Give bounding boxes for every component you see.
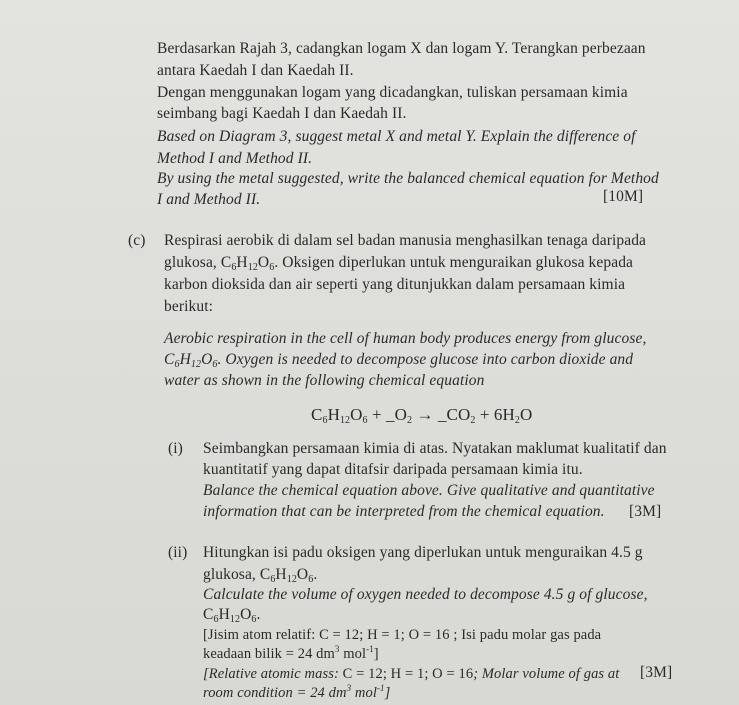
method-en-line-3: By using the metal suggested, write the balanced chemical equation for Method [157,170,659,187]
part-c-ms-line-1: Respirasi aerobik di dalam sel badan manusia menghasilkan tenaga daripada [164,232,647,249]
part-i-ms-line-1: Seimbangkan persamaan kimia di atas. Nyatakan maklumat kualitatif dan [203,440,667,457]
part-i-label: (i) [168,440,183,457]
part-ii-note-en-line-1: [Relative atomic mass: C = 12; H = 1; O = 16; Molar volume of gas at [203,666,620,682]
method-marks: [10M] [603,188,644,205]
method-en-line-2: Method I and Method II. [157,150,313,167]
method-ms-line-3: Dengan menggunakan logam yang dicadangkan, tuliskan persamaan kimia [157,84,628,101]
part-c-ms-line-4: berikut: [164,298,214,315]
part-c-en-line-2: $C_6H_{12}O_6$. Oxygen is needed to decompose glucose into carbon dioxide and [164,351,634,370]
part-i-en-line-2: information that can be interpreted from the chemical equation. [203,503,605,520]
part-c-label: (c) [128,232,146,249]
part-ii-en-line-2: $C_6H_{12}O_6$. [203,606,261,625]
part-i-ms-line-2: kuantitatif yang dapat ditafsir daripada persamaan kimia itu. [203,461,583,478]
part-ii-en-line-1: Calculate the volume of oxygen needed to decompose 4.5 g of glucose, [203,586,648,603]
part-c-en-line-3: water as shown in the following chemical equation [164,372,485,389]
method-en-line-1: Based on Diagram 3, suggest metal X and metal Y. Explain the difference of [157,128,636,145]
part-ii-note-ms-line-1: [Jisim atom relatif: C = 12; H = 1; O = 16 ; Isi padu molar gas pada [203,627,602,643]
part-c-ms-line-3: karbon dioksida dan air seperti yang ditunjukkan dalam persamaan kimia [164,276,626,293]
part-i-en-line-1: Balance the chemical equation above. Give qualitative and quantitative [203,482,655,499]
method-ms-line-4: seimbang bagi Kaedah I dan Kaedah II. [157,105,407,122]
part-c-en-line-1: Aerobic respiration in the cell of human body produces energy from glucose, [164,330,647,347]
chemical-equation: $C_6H_{12}O_6$ + $\_O_2$ → $\_CO_2 + 6H_2O$ [311,405,533,426]
method-ms-line-2: antara Kaedah I dan Kaedah II. [157,62,354,79]
part-i-marks: [3M] [629,503,662,520]
part-ii-note-en-line-2: room condition = 24 $dm^3$ mol$^{-1}$] [203,683,391,701]
part-ii-label: (ii) [168,544,188,561]
part-ii-marks: [3M] [640,664,673,681]
part-c-ms-line-2: glukosa, $C_6H_{12}O_6$. Oksigen diperlukan untuk menguraikan glukosa kepada [164,254,634,273]
method-en-line-4: I and Method II. [157,191,261,208]
part-ii-note-ms-line-2: keadaan bilik = 24 $dm^3$ mol$^{-1}$] [203,644,379,662]
part-ii-ms-line-2: glukosa, $C_6H_{12}O_6$. [203,566,318,585]
method-ms-line-1: Berdasarkan Rajah 3, cadangkan logam X dan logam Y. Terangkan perbezaan [157,40,646,57]
part-ii-ms-line-1: Hitungkan isi padu oksigen yang diperlukan untuk menguraikan 4.5 g [203,544,643,561]
